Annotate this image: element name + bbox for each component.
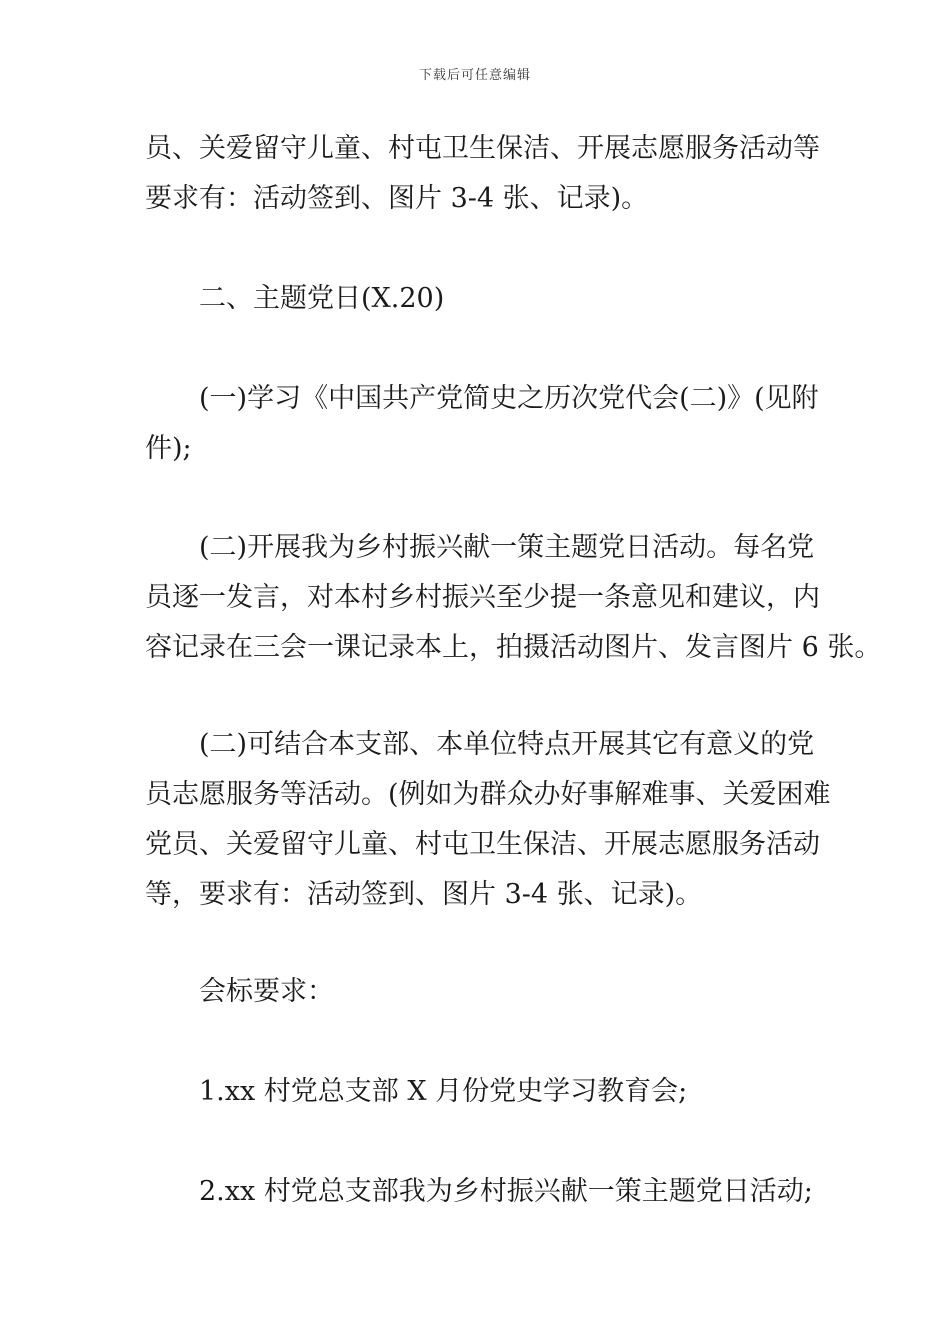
section-heading bbox=[145, 274, 444, 324]
paragraph-item-1 bbox=[145, 374, 819, 474]
text-line: 1.xx 村党总支部 X 月份党史学习教育会; bbox=[199, 1076, 688, 1107]
text-line: 员逐一发言，对本村乡村振兴至少提一条意见和建议，内 bbox=[145, 582, 820, 613]
paragraph-continuation bbox=[145, 124, 820, 224]
text-line: 要求有：活动签到、图片 3-4 张、记录)。 bbox=[145, 183, 649, 214]
paragraph-item-3 bbox=[145, 720, 831, 920]
text-line: 员、关爱留守儿童、村屯卫生保洁、开展志愿服务活动等 bbox=[145, 133, 820, 164]
text-line: 容记录在三会一课记录本上，拍摄活动图片、发言图片 6 张。 bbox=[145, 632, 882, 663]
text-line: 员志愿服务等活动。(例如为群众办好事解难事、关爱困难 bbox=[145, 779, 831, 810]
text-line: 等，要求有：活动签到、图片 3-4 张、记录)。 bbox=[145, 879, 703, 910]
text-line: (二)可结合本支部、本单位特点开展其它有意义的党 bbox=[199, 729, 815, 760]
banner-requirements-heading bbox=[145, 967, 334, 1017]
text-line: 件); bbox=[145, 433, 192, 464]
text-line: 二、主题党日(X.20) bbox=[199, 283, 445, 314]
text-line: 党员、关爱留守儿童、村屯卫生保洁、开展志愿服务活动 bbox=[145, 829, 820, 860]
paragraph-item-2 bbox=[145, 523, 881, 673]
banner-item-2 bbox=[145, 1167, 813, 1217]
text-line: (二)开展我为乡村振兴献一策主题党日活动。每名党 bbox=[199, 532, 815, 563]
text-line: 会标要求： bbox=[199, 976, 334, 1007]
text-line: 2.xx 村党总支部我为乡村振兴献一策主题党日活动; bbox=[199, 1176, 813, 1207]
banner-item-1 bbox=[145, 1067, 687, 1117]
page-header: 下载后可任意编辑 bbox=[418, 68, 531, 83]
text-line: (一)学习《中国共产党简史之历次党代会(二)》(见附 bbox=[199, 383, 819, 414]
